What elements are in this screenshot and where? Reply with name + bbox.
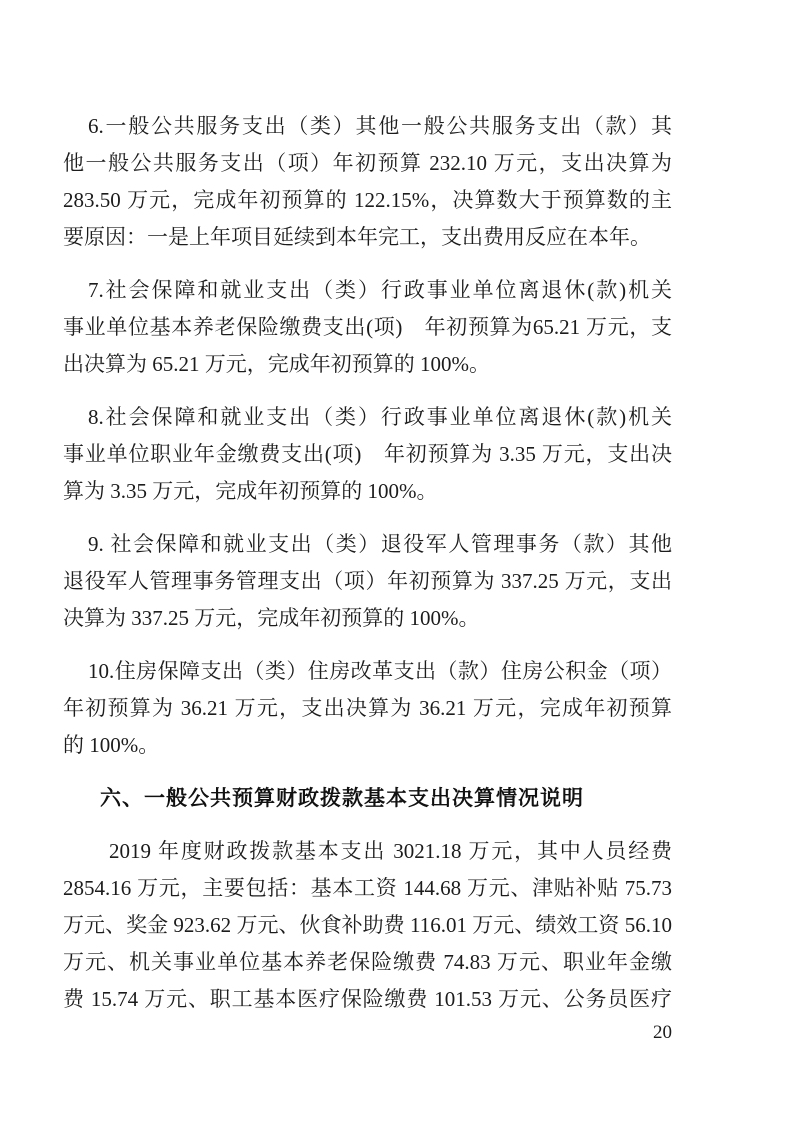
text-line: 283.50 万元，完成年初预算的 122.15%，决算数大于预算数的主	[63, 188, 672, 212]
text-line: 要原因：一是上年项目延续到本年完工，支出费用反应在本年。	[63, 225, 651, 249]
text-line: 2854.16 万元，主要包括：基本工资 144.68 万元、津贴补贴 75.73	[63, 876, 672, 900]
text-line: 10.住房保障支出（类）住房改革支出（款）住房公积金（项）	[88, 659, 672, 683]
text-line: 万元、奖金 923.62 万元、伙食补助费 116.01 万元、绩效工资 56.10	[63, 913, 672, 937]
text-line: 年初预算为 36.21 万元，支出决算为 36.21 万元，完成年初预算	[63, 696, 672, 720]
text-line: 他一般公共服务支出（项）年初预算 232.10 万元，支出决算为	[63, 151, 672, 175]
text-line: 的 100%。	[63, 733, 160, 757]
text-line: 费 15.74 万元、职工基本医疗保险缴费 101.53 万元、公务员医疗	[63, 987, 672, 1011]
section-6-heading: 六、一般公共预算财政拨款基本支出决算情况说明	[100, 787, 584, 810]
text-line: 2019 年度财政拨款基本支出 3021.18 万元，其中人员经费	[109, 839, 672, 863]
basic-expenditure-detail	[63, 833, 672, 1018]
item-9-veterans-affairs	[63, 526, 672, 637]
item-7-pension-contribution	[63, 272, 672, 383]
text-line: 决算为 337.25 万元，完成年初预算的 100%。	[63, 606, 480, 630]
text-line: 6.一般公共服务支出（类）其他一般公共服务支出（款）其	[88, 114, 672, 138]
text-line: 出决算为 65.21 万元，完成年初预算的 100%。	[63, 352, 490, 376]
page-number: 20	[653, 1022, 672, 1043]
item-6-other-public-services	[63, 108, 672, 256]
item-8-annuity-contribution	[63, 399, 672, 510]
text-line: 7.社会保障和就业支出（类）行政事业单位离退休(款)机关	[88, 278, 672, 302]
item-10-housing-fund	[63, 653, 672, 764]
document-body	[63, 108, 672, 1018]
text-line: 万元、机关事业单位基本养老保险缴费 74.83 万元、职业年金缴	[63, 950, 672, 974]
text-line: 退役军人管理事务管理支出（项）年初预算为 337.25 万元，支出	[63, 569, 672, 593]
text-line: 算为 3.35 万元，完成年初预算的 100%。	[63, 479, 438, 503]
text-line: 9. 社会保障和就业支出（类）退役军人管理事务（款）其他	[88, 532, 672, 556]
text-line: 事业单位职业年金缴费支出(项) 年初预算为 3.35 万元，支出决	[63, 442, 672, 466]
text-line: 8.社会保障和就业支出（类）行政事业单位离退休(款)机关	[88, 405, 672, 429]
text-line: 事业单位基本养老保险缴费支出(项) 年初预算为65.21 万元，支	[63, 315, 672, 339]
